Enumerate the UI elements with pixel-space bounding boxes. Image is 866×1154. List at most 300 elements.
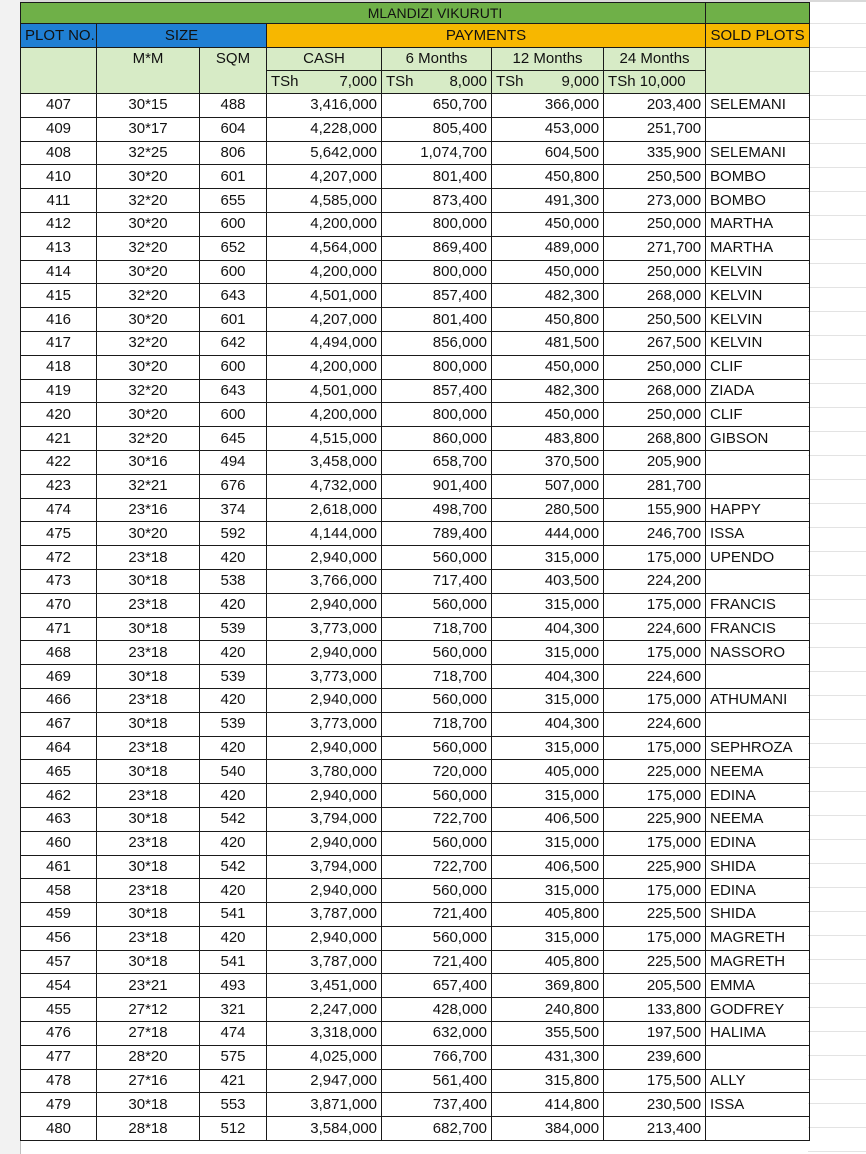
six-months-cell[interactable]: 650,700 (382, 94, 492, 118)
cash-cell[interactable]: 3,773,000 (267, 712, 382, 736)
twentyfour-months-cell[interactable]: 250,000 (604, 403, 706, 427)
twelve-months-cell[interactable]: 404,300 (492, 712, 604, 736)
size-cell[interactable]: 30*20 (97, 212, 200, 236)
twentyfour-months-cell[interactable]: 175,000 (604, 736, 706, 760)
six-months-cell[interactable]: 857,400 (382, 284, 492, 308)
sold-plot-cell[interactable] (706, 450, 810, 474)
plot-no-cell[interactable]: 478 (21, 1069, 97, 1093)
sold-plot-cell[interactable] (706, 569, 810, 593)
six-months-cell[interactable]: 805,400 (382, 117, 492, 141)
six-months-cell[interactable]: 632,000 (382, 1022, 492, 1046)
twentyfour-months-cell[interactable]: 213,400 (604, 1117, 706, 1141)
sqm-cell[interactable]: 539 (200, 712, 267, 736)
cash-cell[interactable]: 4,585,000 (267, 189, 382, 213)
six-months-cell[interactable]: 657,400 (382, 974, 492, 998)
six-months-cell[interactable]: 428,000 (382, 998, 492, 1022)
sold-plot-cell[interactable]: SELEMANI (706, 94, 810, 118)
mm-header[interactable]: M*M (97, 48, 200, 71)
twelve-months-cell[interactable]: 315,000 (492, 926, 604, 950)
plot-no-cell[interactable]: 455 (21, 998, 97, 1022)
plot-no-cell[interactable]: 465 (21, 760, 97, 784)
cash-cell[interactable]: 4,494,000 (267, 331, 382, 355)
sold-plot-cell[interactable]: SEPHROZA (706, 736, 810, 760)
cash-cell[interactable]: 4,207,000 (267, 308, 382, 332)
cash-cell[interactable]: 3,787,000 (267, 903, 382, 927)
sqm-cell[interactable]: 592 (200, 522, 267, 546)
plot-no-cell[interactable]: 419 (21, 379, 97, 403)
six-months-cell[interactable]: 800,000 (382, 355, 492, 379)
cash-cell[interactable]: 4,228,000 (267, 117, 382, 141)
cash-cell[interactable]: 4,564,000 (267, 236, 382, 260)
plot-no-cell[interactable]: 479 (21, 1093, 97, 1117)
sqm-cell[interactable]: 321 (200, 998, 267, 1022)
blank-sqm-cell[interactable] (200, 71, 267, 94)
twelve-months-cell[interactable]: 450,000 (492, 212, 604, 236)
plot-no-cell[interactable]: 454 (21, 974, 97, 998)
six-months-cell[interactable]: 857,400 (382, 379, 492, 403)
plot-no-cell[interactable]: 420 (21, 403, 97, 427)
twentyfour-months-cell[interactable]: 250,000 (604, 260, 706, 284)
sqm-cell[interactable]: 540 (200, 760, 267, 784)
size-cell[interactable]: 30*20 (97, 403, 200, 427)
size-cell[interactable]: 23*21 (97, 974, 200, 998)
cash-cell[interactable]: 2,940,000 (267, 593, 382, 617)
sold-plot-cell[interactable]: ATHUMANI (706, 688, 810, 712)
twentyfour-months-cell[interactable]: 250,000 (604, 355, 706, 379)
twelve-months-cell[interactable]: 405,800 (492, 903, 604, 927)
sqm-cell[interactable]: 512 (200, 1117, 267, 1141)
sold-plot-cell[interactable] (706, 665, 810, 689)
twelve-months-cell[interactable]: 405,800 (492, 950, 604, 974)
twentyfour-months-cell[interactable]: 175,000 (604, 688, 706, 712)
size-cell[interactable]: 23*18 (97, 593, 200, 617)
plot-no-cell[interactable]: 459 (21, 903, 97, 927)
twentyfour-months-cell[interactable]: 224,600 (604, 617, 706, 641)
sqm-cell[interactable]: 421 (200, 1069, 267, 1093)
twentyfour-months-cell[interactable]: 268,800 (604, 427, 706, 451)
plot-no-cell[interactable]: 468 (21, 641, 97, 665)
cash-cell[interactable]: 3,451,000 (267, 974, 382, 998)
twelve-months-cell[interactable]: 414,800 (492, 1093, 604, 1117)
cash-cell[interactable]: 4,515,000 (267, 427, 382, 451)
plot-no-cell[interactable]: 458 (21, 879, 97, 903)
twelve-months-cell[interactable]: 315,800 (492, 1069, 604, 1093)
plot-no-cell[interactable]: 408 (21, 141, 97, 165)
twelve-months-cell[interactable]: 453,000 (492, 117, 604, 141)
plot-no-cell[interactable]: 463 (21, 807, 97, 831)
six-months-header[interactable]: 6 Months (382, 48, 492, 71)
plot-no-cell[interactable]: 412 (21, 212, 97, 236)
size-cell[interactable]: 23*18 (97, 831, 200, 855)
plot-no-cell[interactable]: 422 (21, 450, 97, 474)
twentyfour-months-cell[interactable]: 246,700 (604, 522, 706, 546)
twentyfour-months-cell[interactable]: 225,500 (604, 903, 706, 927)
sqm-cell[interactable]: 420 (200, 593, 267, 617)
size-cell[interactable]: 30*18 (97, 807, 200, 831)
twentyfour-months-header[interactable]: 24 Months (604, 48, 706, 71)
sqm-cell[interactable]: 420 (200, 546, 267, 570)
cash-cell[interactable]: 2,947,000 (267, 1069, 382, 1093)
twelve-months-cell[interactable]: 240,800 (492, 998, 604, 1022)
sold-plot-cell[interactable]: MARTHA (706, 236, 810, 260)
sqm-cell[interactable]: 420 (200, 641, 267, 665)
twentyfour-months-cell[interactable]: 133,800 (604, 998, 706, 1022)
twelve-months-cell[interactable]: 369,800 (492, 974, 604, 998)
sold-plot-cell[interactable]: CLIF (706, 355, 810, 379)
twelve-months-cell[interactable]: 406,500 (492, 807, 604, 831)
sold-plot-cell[interactable]: GIBSON (706, 427, 810, 451)
size-cell[interactable]: 30*18 (97, 950, 200, 974)
six-months-cell[interactable]: 718,700 (382, 617, 492, 641)
size-cell[interactable]: 30*18 (97, 665, 200, 689)
plot-no-cell[interactable]: 475 (21, 522, 97, 546)
sold-plot-cell[interactable]: CLIF (706, 403, 810, 427)
plot-no-cell[interactable]: 460 (21, 831, 97, 855)
size-cell[interactable]: 23*18 (97, 641, 200, 665)
sold-plot-cell[interactable]: NASSORO (706, 641, 810, 665)
sqm-cell[interactable]: 604 (200, 117, 267, 141)
twentyfour-months-cell[interactable]: 175,000 (604, 831, 706, 855)
twelve-months-cell[interactable]: 384,000 (492, 1117, 604, 1141)
twentyfour-months-cell[interactable]: 224,600 (604, 665, 706, 689)
sqm-cell[interactable]: 542 (200, 807, 267, 831)
six-months-cell[interactable]: 560,000 (382, 593, 492, 617)
twelve-months-cell[interactable]: 444,000 (492, 522, 604, 546)
twelve-months-cell[interactable]: 482,300 (492, 284, 604, 308)
size-cell[interactable]: 23*18 (97, 784, 200, 808)
sqm-cell[interactable]: 541 (200, 903, 267, 927)
sqm-cell[interactable]: 538 (200, 569, 267, 593)
cash-cell[interactable]: 3,416,000 (267, 94, 382, 118)
cash-cell[interactable]: 3,584,000 (267, 1117, 382, 1141)
six-months-cell[interactable]: 721,400 (382, 950, 492, 974)
cash-cell[interactable]: 3,780,000 (267, 760, 382, 784)
sold-plot-cell[interactable]: KELVIN (706, 260, 810, 284)
sold-plot-cell[interactable]: SHIDA (706, 855, 810, 879)
twelve-months-cell[interactable]: 604,500 (492, 141, 604, 165)
cash-cell[interactable]: 2,618,000 (267, 498, 382, 522)
sqm-cell[interactable]: 600 (200, 403, 267, 427)
six-months-cell[interactable]: 873,400 (382, 189, 492, 213)
sold-plot-cell[interactable]: EDINA (706, 831, 810, 855)
size-cell[interactable]: 30*18 (97, 1093, 200, 1117)
sold-plot-cell[interactable]: GODFREY (706, 998, 810, 1022)
twelve-months-cell[interactable]: 405,000 (492, 760, 604, 784)
plot-no-cell[interactable]: 416 (21, 308, 97, 332)
six-months-cell[interactable]: 721,400 (382, 903, 492, 927)
twentyfour-months-cell[interactable]: 175,500 (604, 1069, 706, 1093)
sqm-cell[interactable]: 494 (200, 450, 267, 474)
sqm-cell[interactable]: 420 (200, 831, 267, 855)
sqm-cell[interactable]: 488 (200, 94, 267, 118)
size-cell[interactable]: 23*18 (97, 688, 200, 712)
size-cell[interactable]: 32*21 (97, 474, 200, 498)
plot-no-cell[interactable]: 461 (21, 855, 97, 879)
cash-cell[interactable]: 2,940,000 (267, 736, 382, 760)
six-months-cell[interactable]: 737,400 (382, 1093, 492, 1117)
six-months-cell[interactable]: 722,700 (382, 855, 492, 879)
twentyfour-months-cell[interactable]: 175,000 (604, 879, 706, 903)
plot-no-cell[interactable]: 411 (21, 189, 97, 213)
twelve-months-cell[interactable]: 315,000 (492, 593, 604, 617)
plot-no-cell[interactable]: 421 (21, 427, 97, 451)
twentyfour-months-cell[interactable]: 225,500 (604, 950, 706, 974)
twelve-months-cell[interactable]: 315,000 (492, 641, 604, 665)
sold-plot-cell[interactable]: KELVIN (706, 284, 810, 308)
cash-cell[interactable]: 2,940,000 (267, 879, 382, 903)
twelve-months-cell[interactable]: 507,000 (492, 474, 604, 498)
six-months-cell[interactable]: 498,700 (382, 498, 492, 522)
twentyfour-months-cell[interactable]: 205,500 (604, 974, 706, 998)
twentyfour-months-cell[interactable]: 251,700 (604, 117, 706, 141)
sold-plot-cell[interactable]: HALIMA (706, 1022, 810, 1046)
sold-plot-cell[interactable]: NEEMA (706, 807, 810, 831)
cash-cell[interactable]: 4,200,000 (267, 403, 382, 427)
size-cell[interactable]: 28*18 (97, 1117, 200, 1141)
sqm-cell[interactable]: 420 (200, 879, 267, 903)
twelve-months-cell[interactable]: 404,300 (492, 665, 604, 689)
twentyfour-months-cell[interactable]: 175,000 (604, 546, 706, 570)
sold-plot-cell[interactable] (706, 1117, 810, 1141)
plot-no-header[interactable]: PLOT NO. (21, 24, 97, 48)
six-months-cell[interactable]: 717,400 (382, 569, 492, 593)
six-months-cell[interactable]: 800,000 (382, 260, 492, 284)
sold-plot-cell[interactable]: EDINA (706, 784, 810, 808)
twelve-months-cell[interactable]: 406,500 (492, 855, 604, 879)
plot-no-cell[interactable]: 409 (21, 117, 97, 141)
sqm-cell[interactable]: 553 (200, 1093, 267, 1117)
sold-plot-cell[interactable]: NEEMA (706, 760, 810, 784)
twelve-months-cell[interactable]: 315,000 (492, 688, 604, 712)
twelve-months-header[interactable]: 12 Months (492, 48, 604, 71)
cash-cell[interactable]: 2,940,000 (267, 784, 382, 808)
twentyfour-months-cell[interactable]: 224,600 (604, 712, 706, 736)
sqm-cell[interactable]: 600 (200, 355, 267, 379)
twelve-months-cell[interactable]: 450,000 (492, 403, 604, 427)
size-cell[interactable]: 30*18 (97, 569, 200, 593)
six-months-cell[interactable]: 801,400 (382, 308, 492, 332)
twentyfour-months-cell[interactable]: 175,000 (604, 593, 706, 617)
plot-no-cell[interactable]: 457 (21, 950, 97, 974)
six-months-cell[interactable]: 869,400 (382, 236, 492, 260)
twelve-months-cell[interactable]: 483,800 (492, 427, 604, 451)
cash-cell[interactable]: 4,200,000 (267, 212, 382, 236)
cash-cell[interactable]: 4,200,000 (267, 260, 382, 284)
sold-plot-cell[interactable] (706, 712, 810, 736)
plot-no-cell[interactable]: 477 (21, 1045, 97, 1069)
plot-no-cell[interactable]: 476 (21, 1022, 97, 1046)
cash-cell[interactable]: 4,732,000 (267, 474, 382, 498)
cash-cell[interactable]: 3,794,000 (267, 855, 382, 879)
twentyfour-months-cell[interactable]: 230,500 (604, 1093, 706, 1117)
size-cell[interactable]: 32*20 (97, 236, 200, 260)
size-header[interactable]: SIZE (97, 24, 267, 48)
size-cell[interactable]: 30*18 (97, 760, 200, 784)
size-cell[interactable]: 30*20 (97, 260, 200, 284)
twentyfour-months-cell[interactable]: 250,000 (604, 212, 706, 236)
sqm-cell[interactable]: 652 (200, 236, 267, 260)
six-months-cell[interactable]: 718,700 (382, 712, 492, 736)
sold-plot-cell[interactable]: KELVIN (706, 308, 810, 332)
six-months-cell[interactable]: 560,000 (382, 641, 492, 665)
six-months-cell[interactable]: 560,000 (382, 736, 492, 760)
sqm-cell[interactable]: 643 (200, 379, 267, 403)
cash-cell[interactable]: 2,940,000 (267, 688, 382, 712)
six-months-cell[interactable]: 560,000 (382, 784, 492, 808)
twentyfour-months-cell[interactable]: 250,500 (604, 308, 706, 332)
plot-no-cell[interactable]: 410 (21, 165, 97, 189)
six-months-cell[interactable]: 561,400 (382, 1069, 492, 1093)
cash-cell[interactable]: 4,025,000 (267, 1045, 382, 1069)
sold-plot-cell[interactable]: KELVIN (706, 331, 810, 355)
plot-no-cell[interactable]: 413 (21, 236, 97, 260)
twelve-rate-cell[interactable] (492, 71, 604, 94)
plot-no-cell[interactable]: 472 (21, 546, 97, 570)
sold-plot-cell[interactable]: UPENDO (706, 546, 810, 570)
cash-cell[interactable]: 4,200,000 (267, 355, 382, 379)
size-cell[interactable]: 32*20 (97, 379, 200, 403)
cash-cell[interactable]: 3,773,000 (267, 665, 382, 689)
size-cell[interactable]: 30*15 (97, 94, 200, 118)
six-months-cell[interactable]: 800,000 (382, 212, 492, 236)
twelve-months-cell[interactable]: 315,000 (492, 879, 604, 903)
size-cell[interactable]: 30*18 (97, 903, 200, 927)
sqm-cell[interactable]: 539 (200, 665, 267, 689)
size-cell[interactable]: 23*18 (97, 736, 200, 760)
plot-no-cell[interactable]: 467 (21, 712, 97, 736)
sqm-header[interactable]: SQM (200, 48, 267, 71)
cash-cell[interactable]: 3,458,000 (267, 450, 382, 474)
six-months-cell[interactable]: 722,700 (382, 807, 492, 831)
sqm-cell[interactable]: 600 (200, 212, 267, 236)
cash-cell[interactable]: 3,794,000 (267, 807, 382, 831)
sold-plot-cell[interactable]: EMMA (706, 974, 810, 998)
sqm-cell[interactable]: 676 (200, 474, 267, 498)
cash-header[interactable]: CASH (267, 48, 382, 71)
size-cell[interactable]: 30*18 (97, 617, 200, 641)
size-cell[interactable]: 27*12 (97, 998, 200, 1022)
twelve-months-cell[interactable]: 481,500 (492, 331, 604, 355)
sqm-cell[interactable]: 474 (200, 1022, 267, 1046)
twelve-months-cell[interactable]: 450,800 (492, 165, 604, 189)
sold-plot-cell[interactable]: HAPPY (706, 498, 810, 522)
size-cell[interactable]: 30*20 (97, 308, 200, 332)
sold-plot-cell[interactable] (706, 117, 810, 141)
cash-cell[interactable]: 5,642,000 (267, 141, 382, 165)
twelve-months-cell[interactable]: 370,500 (492, 450, 604, 474)
twentyfour-months-cell[interactable]: 225,000 (604, 760, 706, 784)
cash-rate-cell[interactable] (267, 71, 382, 94)
sold-plot-cell[interactable]: MAGRETH (706, 926, 810, 950)
twentyfour-months-cell[interactable]: 225,900 (604, 855, 706, 879)
twentyfour-months-cell[interactable]: 239,600 (604, 1045, 706, 1069)
cash-cell[interactable]: 2,940,000 (267, 926, 382, 950)
sold-plot-cell[interactable]: SHIDA (706, 903, 810, 927)
cash-cell[interactable]: 2,940,000 (267, 641, 382, 665)
twentyfour-months-cell[interactable]: 205,900 (604, 450, 706, 474)
six-months-cell[interactable]: 800,000 (382, 403, 492, 427)
size-cell[interactable]: 30*18 (97, 855, 200, 879)
size-cell[interactable]: 32*20 (97, 189, 200, 213)
six-months-cell[interactable]: 789,400 (382, 522, 492, 546)
twentyfour-months-cell[interactable]: 268,000 (604, 284, 706, 308)
twentyfour-months-cell[interactable]: 175,000 (604, 641, 706, 665)
twentyfour-months-cell[interactable]: 155,900 (604, 498, 706, 522)
twelve-months-cell[interactable]: 491,300 (492, 189, 604, 213)
size-cell[interactable]: 23*18 (97, 879, 200, 903)
six-months-cell[interactable]: 560,000 (382, 926, 492, 950)
cash-cell[interactable]: 3,766,000 (267, 569, 382, 593)
plot-no-cell[interactable]: 415 (21, 284, 97, 308)
sqm-cell[interactable]: 420 (200, 784, 267, 808)
twelve-months-cell[interactable]: 404,300 (492, 617, 604, 641)
blank-header-cell[interactable] (21, 48, 97, 94)
twelve-months-cell[interactable]: 482,300 (492, 379, 604, 403)
six-months-cell[interactable]: 560,000 (382, 546, 492, 570)
twelve-months-cell[interactable]: 403,500 (492, 569, 604, 593)
twelve-months-cell[interactable]: 450,000 (492, 355, 604, 379)
cash-cell[interactable]: 3,318,000 (267, 1022, 382, 1046)
plot-no-cell[interactable]: 423 (21, 474, 97, 498)
sqm-cell[interactable]: 655 (200, 189, 267, 213)
sqm-cell[interactable]: 420 (200, 736, 267, 760)
size-cell[interactable]: 23*18 (97, 926, 200, 950)
plot-no-cell[interactable]: 474 (21, 498, 97, 522)
six-rate-cell[interactable] (382, 71, 492, 94)
six-months-cell[interactable]: 682,700 (382, 1117, 492, 1141)
sqm-cell[interactable]: 493 (200, 974, 267, 998)
size-cell[interactable]: 27*16 (97, 1069, 200, 1093)
twelve-months-cell[interactable]: 489,000 (492, 236, 604, 260)
plot-no-cell[interactable]: 456 (21, 926, 97, 950)
six-months-cell[interactable]: 801,400 (382, 165, 492, 189)
sold-plot-cell[interactable]: ALLY (706, 1069, 810, 1093)
twentyfour-months-cell[interactable]: 175,000 (604, 784, 706, 808)
plot-no-cell[interactable]: 414 (21, 260, 97, 284)
size-cell[interactable]: 32*20 (97, 284, 200, 308)
six-months-cell[interactable]: 860,000 (382, 427, 492, 451)
sold-plot-cell[interactable]: ISSA (706, 522, 810, 546)
sqm-cell[interactable]: 601 (200, 165, 267, 189)
blank-sold-header-cell[interactable] (706, 48, 810, 94)
size-cell[interactable]: 32*25 (97, 141, 200, 165)
plot-no-cell[interactable]: 464 (21, 736, 97, 760)
twelve-months-cell[interactable]: 450,000 (492, 260, 604, 284)
sold-plot-cell[interactable]: BOMBO (706, 189, 810, 213)
plot-no-cell[interactable]: 480 (21, 1117, 97, 1141)
twentyfour-rate-cell[interactable]: TSh 10,000 (604, 71, 706, 94)
twentyfour-months-cell[interactable]: 335,900 (604, 141, 706, 165)
twentyfour-months-cell[interactable]: 281,700 (604, 474, 706, 498)
twentyfour-months-cell[interactable]: 271,700 (604, 236, 706, 260)
six-months-cell[interactable]: 560,000 (382, 879, 492, 903)
plot-no-cell[interactable]: 470 (21, 593, 97, 617)
twentyfour-months-cell[interactable]: 224,200 (604, 569, 706, 593)
size-cell[interactable]: 30*18 (97, 712, 200, 736)
sqm-cell[interactable]: 542 (200, 855, 267, 879)
cash-cell[interactable]: 2,247,000 (267, 998, 382, 1022)
sold-plots-header[interactable]: SOLD PLOTS (706, 24, 810, 48)
sold-plot-cell[interactable]: BOMBO (706, 165, 810, 189)
twentyfour-months-cell[interactable]: 225,900 (604, 807, 706, 831)
sqm-cell[interactable]: 541 (200, 950, 267, 974)
twentyfour-months-cell[interactable]: 267,500 (604, 331, 706, 355)
cash-cell[interactable]: 4,501,000 (267, 379, 382, 403)
twentyfour-months-cell[interactable]: 203,400 (604, 94, 706, 118)
size-cell[interactable]: 30*20 (97, 355, 200, 379)
plot-no-cell[interactable]: 417 (21, 331, 97, 355)
twelve-months-cell[interactable]: 450,800 (492, 308, 604, 332)
